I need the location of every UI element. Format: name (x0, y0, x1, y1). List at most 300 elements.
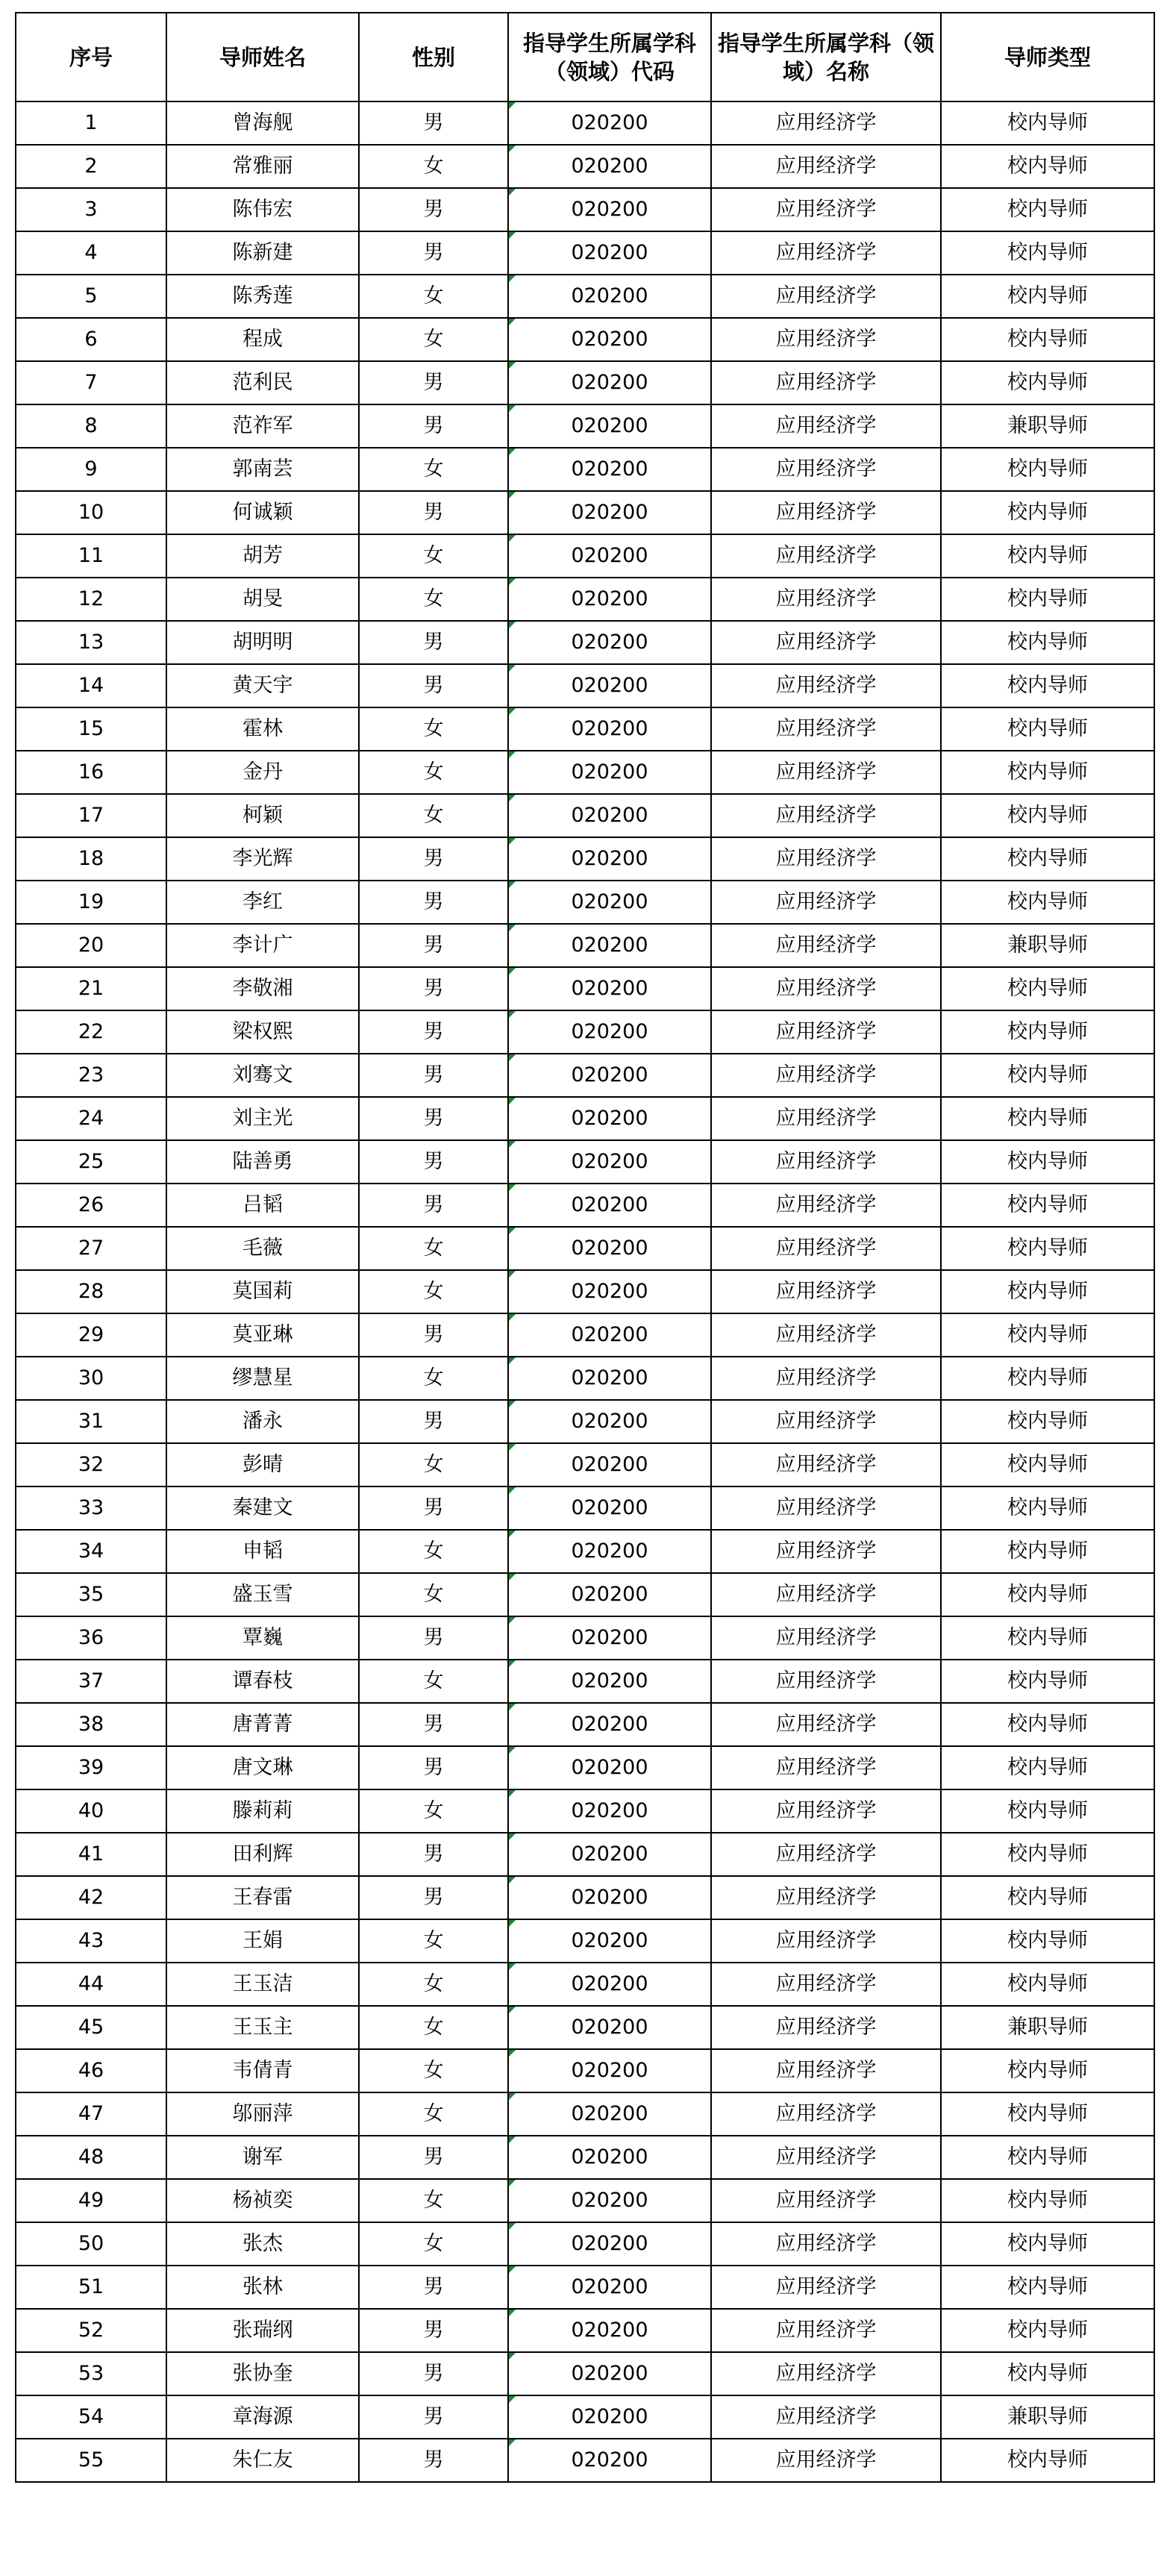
cell-discipline-name: 应用经济学 (711, 2395, 941, 2439)
cell-discipline-code: 020200 (508, 1789, 711, 1833)
cell-discipline-code: 020200 (508, 188, 711, 231)
cell-index: 18 (16, 837, 166, 881)
cell-supervisor-type: 校内导师 (941, 794, 1154, 837)
cell-discipline-name: 应用经济学 (711, 2222, 941, 2266)
cell-index: 13 (16, 621, 166, 664)
cell-supervisor-type: 校内导师 (941, 1054, 1154, 1097)
cell-discipline-code: 020200 (508, 621, 711, 664)
cell-discipline-name: 应用经济学 (711, 1054, 941, 1097)
cell-supervisor-name: 谢军 (166, 2136, 359, 2179)
table-row (16, 1703, 1154, 1746)
table-row (16, 1963, 1154, 2006)
cell-discipline-code: 020200 (508, 2439, 711, 2482)
cell-gender: 女 (359, 1270, 508, 1313)
cell-index: 22 (16, 1010, 166, 1054)
table-row (16, 1919, 1154, 1963)
cell-supervisor-type: 校内导师 (941, 1486, 1154, 1530)
table-row (16, 2049, 1154, 2092)
cell-supervisor-type: 校内导师 (941, 491, 1154, 534)
cell-discipline-name: 应用经济学 (711, 1313, 941, 1357)
cell-index: 39 (16, 1746, 166, 1789)
table-row (16, 404, 1154, 448)
cell-discipline-name: 应用经济学 (711, 664, 941, 707)
header-discipline-code: 指导学生所属学科（领域）代码 (508, 13, 711, 101)
cell-index: 48 (16, 2136, 166, 2179)
cell-supervisor-name: 张林 (166, 2266, 359, 2309)
cell-supervisor-type: 校内导师 (941, 2179, 1154, 2222)
table-row (16, 967, 1154, 1010)
cell-index: 23 (16, 1054, 166, 1097)
cell-gender: 男 (359, 2266, 508, 2309)
cell-discipline-code: 020200 (508, 448, 711, 491)
cell-gender: 男 (359, 2352, 508, 2395)
cell-discipline-code: 020200 (508, 1400, 711, 1443)
cell-index: 38 (16, 1703, 166, 1746)
cell-gender: 女 (359, 751, 508, 794)
cell-gender: 男 (359, 924, 508, 967)
table-row (16, 621, 1154, 664)
cell-gender: 女 (359, 1660, 508, 1703)
cell-gender: 女 (359, 145, 508, 188)
cell-supervisor-name: 毛薇 (166, 1227, 359, 1270)
table-row (16, 491, 1154, 534)
cell-index: 4 (16, 231, 166, 275)
cell-supervisor-type: 校内导师 (941, 1313, 1154, 1357)
cell-discipline-code: 020200 (508, 1443, 711, 1486)
cell-supervisor-type: 校内导师 (941, 1530, 1154, 1573)
table-row (16, 534, 1154, 578)
cell-index: 2 (16, 145, 166, 188)
cell-supervisor-name: 缪慧星 (166, 1357, 359, 1400)
cell-index: 51 (16, 2266, 166, 2309)
cell-gender: 男 (359, 1010, 508, 1054)
cell-discipline-code: 020200 (508, 2395, 711, 2439)
cell-index: 49 (16, 2179, 166, 2222)
cell-supervisor-name: 霍林 (166, 707, 359, 751)
table-row (16, 1097, 1154, 1140)
cell-discipline-name: 应用经济学 (711, 1400, 941, 1443)
cell-discipline-code: 020200 (508, 794, 711, 837)
table-row (16, 1313, 1154, 1357)
table-row (16, 2179, 1154, 2222)
cell-supervisor-type: 校内导师 (941, 2309, 1154, 2352)
cell-gender: 女 (359, 2006, 508, 2049)
cell-gender: 男 (359, 188, 508, 231)
table-row (16, 881, 1154, 924)
cell-supervisor-name: 田利辉 (166, 1833, 359, 1876)
cell-discipline-name: 应用经济学 (711, 2352, 941, 2395)
cell-discipline-name: 应用经济学 (711, 1573, 941, 1616)
cell-index: 10 (16, 491, 166, 534)
cell-supervisor-type: 校内导师 (941, 1876, 1154, 1919)
cell-supervisor-type: 校内导师 (941, 837, 1154, 881)
cell-discipline-code: 020200 (508, 534, 711, 578)
header-index: 序号 (16, 13, 166, 101)
cell-discipline-name: 应用经济学 (711, 231, 941, 275)
cell-supervisor-type: 校内导师 (941, 1660, 1154, 1703)
cell-discipline-name: 应用经济学 (711, 318, 941, 361)
cell-index: 52 (16, 2309, 166, 2352)
cell-index: 14 (16, 664, 166, 707)
cell-supervisor-type: 校内导师 (941, 1443, 1154, 1486)
cell-supervisor-name: 刘骞文 (166, 1054, 359, 1097)
cell-index: 24 (16, 1097, 166, 1140)
cell-discipline-code: 020200 (508, 231, 711, 275)
cell-supervisor-name: 滕莉莉 (166, 1789, 359, 1833)
cell-discipline-code: 020200 (508, 881, 711, 924)
cell-supervisor-type: 兼职导师 (941, 404, 1154, 448)
table-row (16, 1486, 1154, 1530)
cell-discipline-name: 应用经济学 (711, 707, 941, 751)
table-row (16, 707, 1154, 751)
cell-discipline-code: 020200 (508, 275, 711, 318)
cell-discipline-name: 应用经济学 (711, 2309, 941, 2352)
cell-supervisor-name: 覃巍 (166, 1616, 359, 1660)
table-row (16, 318, 1154, 361)
cell-supervisor-type: 校内导师 (941, 578, 1154, 621)
cell-gender: 男 (359, 361, 508, 404)
cell-index: 35 (16, 1573, 166, 1616)
cell-gender: 男 (359, 1054, 508, 1097)
cell-supervisor-name: 李敬湘 (166, 967, 359, 1010)
cell-supervisor-type: 校内导师 (941, 1270, 1154, 1313)
cell-discipline-name: 应用经济学 (711, 2179, 941, 2222)
cell-supervisor-type: 校内导师 (941, 1140, 1154, 1184)
cell-discipline-code: 020200 (508, 2092, 711, 2136)
cell-index: 43 (16, 1919, 166, 1963)
cell-gender: 男 (359, 2309, 508, 2352)
cell-discipline-name: 应用经济学 (711, 1443, 941, 1486)
cell-supervisor-name: 潘永 (166, 1400, 359, 1443)
cell-index: 6 (16, 318, 166, 361)
cell-index: 50 (16, 2222, 166, 2266)
table-row (16, 664, 1154, 707)
cell-index: 3 (16, 188, 166, 231)
cell-supervisor-name: 申韬 (166, 1530, 359, 1573)
cell-supervisor-name: 常雅丽 (166, 145, 359, 188)
cell-discipline-code: 020200 (508, 1313, 711, 1357)
cell-gender: 女 (359, 275, 508, 318)
cell-index: 29 (16, 1313, 166, 1357)
table-row (16, 188, 1154, 231)
cell-supervisor-type: 校内导师 (941, 145, 1154, 188)
cell-supervisor-type: 兼职导师 (941, 2006, 1154, 2049)
cell-gender: 男 (359, 881, 508, 924)
cell-supervisor-name: 胡明明 (166, 621, 359, 664)
cell-discipline-name: 应用经济学 (711, 2439, 941, 2482)
cell-discipline-code: 020200 (508, 837, 711, 881)
cell-discipline-name: 应用经济学 (711, 1963, 941, 2006)
cell-gender: 男 (359, 621, 508, 664)
cell-supervisor-name: 秦建文 (166, 1486, 359, 1530)
cell-gender: 女 (359, 1443, 508, 1486)
cell-discipline-code: 020200 (508, 1703, 711, 1746)
cell-gender: 男 (359, 967, 508, 1010)
cell-supervisor-type: 校内导师 (941, 1963, 1154, 2006)
cell-gender: 女 (359, 318, 508, 361)
cell-discipline-code: 020200 (508, 707, 711, 751)
cell-gender: 男 (359, 1746, 508, 1789)
table-row (16, 1400, 1154, 1443)
cell-discipline-name: 应用经济学 (711, 578, 941, 621)
cell-supervisor-type: 校内导师 (941, 1616, 1154, 1660)
cell-supervisor-name: 韦倩青 (166, 2049, 359, 2092)
cell-discipline-name: 应用经济学 (711, 101, 941, 145)
cell-supervisor-type: 校内导师 (941, 2352, 1154, 2395)
cell-supervisor-type: 校内导师 (941, 2136, 1154, 2179)
cell-supervisor-name: 朱仁友 (166, 2439, 359, 2482)
cell-discipline-code: 020200 (508, 967, 711, 1010)
table-row (16, 1270, 1154, 1313)
table-row (16, 837, 1154, 881)
cell-supervisor-type: 校内导师 (941, 1746, 1154, 1789)
cell-discipline-name: 应用经济学 (711, 1616, 941, 1660)
cell-gender: 女 (359, 1573, 508, 1616)
cell-discipline-code: 020200 (508, 2266, 711, 2309)
cell-gender: 女 (359, 794, 508, 837)
table-row (16, 448, 1154, 491)
cell-discipline-code: 020200 (508, 145, 711, 188)
cell-supervisor-name: 彭晴 (166, 1443, 359, 1486)
cell-index: 36 (16, 1616, 166, 1660)
cell-supervisor-name: 谭春枝 (166, 1660, 359, 1703)
cell-discipline-name: 应用经济学 (711, 188, 941, 231)
cell-discipline-code: 020200 (508, 1140, 711, 1184)
cell-discipline-name: 应用经济学 (711, 1486, 941, 1530)
cell-index: 40 (16, 1789, 166, 1833)
cell-index: 30 (16, 1357, 166, 1400)
cell-index: 1 (16, 101, 166, 145)
cell-supervisor-type: 校内导师 (941, 1097, 1154, 1140)
table-header-row (16, 13, 1154, 101)
table-row (16, 1357, 1154, 1400)
cell-gender: 女 (359, 448, 508, 491)
cell-supervisor-type: 校内导师 (941, 2439, 1154, 2482)
cell-index: 16 (16, 751, 166, 794)
cell-supervisor-name: 张协奎 (166, 2352, 359, 2395)
cell-gender: 女 (359, 2222, 508, 2266)
cell-discipline-name: 应用经济学 (711, 2049, 941, 2092)
cell-supervisor-type: 兼职导师 (941, 2395, 1154, 2439)
cell-discipline-name: 应用经济学 (711, 1184, 941, 1227)
cell-discipline-code: 020200 (508, 1097, 711, 1140)
cell-discipline-name: 应用经济学 (711, 2266, 941, 2309)
cell-gender: 女 (359, 1357, 508, 1400)
cell-supervisor-name: 莫亚琳 (166, 1313, 359, 1357)
cell-discipline-name: 应用经济学 (711, 1357, 941, 1400)
cell-gender: 女 (359, 1789, 508, 1833)
cell-discipline-name: 应用经济学 (711, 1660, 941, 1703)
cell-supervisor-name: 胡旻 (166, 578, 359, 621)
table-row (16, 101, 1154, 145)
cell-index: 46 (16, 2049, 166, 2092)
cell-supervisor-type: 校内导师 (941, 1184, 1154, 1227)
table-row (16, 1833, 1154, 1876)
table-row (16, 1184, 1154, 1227)
cell-discipline-code: 020200 (508, 1746, 711, 1789)
cell-gender: 女 (359, 578, 508, 621)
cell-discipline-name: 应用经济学 (711, 1746, 941, 1789)
cell-supervisor-name: 王玉洁 (166, 1963, 359, 2006)
supervisor-table (15, 12, 1155, 2483)
cell-discipline-name: 应用经济学 (711, 1919, 941, 1963)
header-discipline-name: 指导学生所属学科（领域）名称 (711, 13, 941, 101)
cell-discipline-code: 020200 (508, 578, 711, 621)
cell-gender: 女 (359, 2049, 508, 2092)
cell-supervisor-name: 吕韬 (166, 1184, 359, 1227)
cell-discipline-name: 应用经济学 (711, 1789, 941, 1833)
cell-index: 11 (16, 534, 166, 578)
cell-discipline-name: 应用经济学 (711, 967, 941, 1010)
cell-supervisor-name: 程成 (166, 318, 359, 361)
cell-supervisor-name: 唐文琳 (166, 1746, 359, 1789)
cell-gender: 女 (359, 1530, 508, 1573)
table-row (16, 2266, 1154, 2309)
cell-index: 9 (16, 448, 166, 491)
cell-supervisor-name: 王娟 (166, 1919, 359, 1963)
cell-supervisor-name: 何诚颖 (166, 491, 359, 534)
cell-index: 20 (16, 924, 166, 967)
cell-discipline-code: 020200 (508, 101, 711, 145)
table-row (16, 275, 1154, 318)
table-row (16, 924, 1154, 967)
table-row (16, 2352, 1154, 2395)
table-row (16, 1660, 1154, 1703)
cell-discipline-name: 应用经济学 (711, 1876, 941, 1919)
cell-index: 19 (16, 881, 166, 924)
cell-supervisor-name: 章海源 (166, 2395, 359, 2439)
cell-index: 31 (16, 1400, 166, 1443)
table-row (16, 1530, 1154, 1573)
cell-index: 41 (16, 1833, 166, 1876)
cell-supervisor-name: 梁权熙 (166, 1010, 359, 1054)
cell-discipline-name: 应用经济学 (711, 361, 941, 404)
cell-discipline-name: 应用经济学 (711, 448, 941, 491)
cell-discipline-code: 020200 (508, 924, 711, 967)
cell-discipline-code: 020200 (508, 1833, 711, 1876)
cell-discipline-code: 020200 (508, 1660, 711, 1703)
cell-supervisor-name: 盛玉雪 (166, 1573, 359, 1616)
cell-discipline-code: 020200 (508, 1270, 711, 1313)
cell-discipline-code: 020200 (508, 1530, 711, 1573)
cell-index: 33 (16, 1486, 166, 1530)
cell-index: 5 (16, 275, 166, 318)
cell-discipline-code: 020200 (508, 2136, 711, 2179)
cell-gender: 男 (359, 837, 508, 881)
table-row (16, 145, 1154, 188)
cell-supervisor-name: 杨祯奕 (166, 2179, 359, 2222)
cell-discipline-code: 020200 (508, 2352, 711, 2395)
cell-supervisor-type: 校内导师 (941, 1227, 1154, 1270)
cell-supervisor-type: 校内导师 (941, 231, 1154, 275)
cell-discipline-name: 应用经济学 (711, 491, 941, 534)
cell-discipline-code: 020200 (508, 1573, 711, 1616)
cell-discipline-name: 应用经济学 (711, 1530, 941, 1573)
cell-index: 44 (16, 1963, 166, 2006)
cell-supervisor-type: 校内导师 (941, 1789, 1154, 1833)
table-row (16, 578, 1154, 621)
cell-discipline-name: 应用经济学 (711, 2092, 941, 2136)
cell-discipline-code: 020200 (508, 664, 711, 707)
cell-index: 28 (16, 1270, 166, 1313)
cell-supervisor-name: 陈秀莲 (166, 275, 359, 318)
table-row (16, 2439, 1154, 2482)
cell-supervisor-type: 校内导师 (941, 2266, 1154, 2309)
table-row (16, 2092, 1154, 2136)
cell-index: 42 (16, 1876, 166, 1919)
cell-gender: 女 (359, 534, 508, 578)
cell-supervisor-name: 陆善勇 (166, 1140, 359, 1184)
table-row (16, 361, 1154, 404)
cell-supervisor-name: 金丹 (166, 751, 359, 794)
cell-index: 47 (16, 2092, 166, 2136)
cell-index: 8 (16, 404, 166, 448)
cell-discipline-code: 020200 (508, 404, 711, 448)
cell-index: 26 (16, 1184, 166, 1227)
cell-gender: 男 (359, 1703, 508, 1746)
cell-supervisor-name: 陈伟宏 (166, 188, 359, 231)
cell-discipline-name: 应用经济学 (711, 881, 941, 924)
header-supervisor-name: 导师姓名 (166, 13, 359, 101)
table-body (16, 101, 1154, 2482)
cell-supervisor-name: 李红 (166, 881, 359, 924)
cell-supervisor-name: 柯颖 (166, 794, 359, 837)
cell-gender: 女 (359, 1919, 508, 1963)
cell-supervisor-name: 陈新建 (166, 231, 359, 275)
cell-discipline-name: 应用经济学 (711, 924, 941, 967)
cell-gender: 男 (359, 1876, 508, 1919)
cell-supervisor-name: 李计广 (166, 924, 359, 967)
table-row (16, 2222, 1154, 2266)
cell-discipline-code: 020200 (508, 491, 711, 534)
cell-supervisor-type: 兼职导师 (941, 924, 1154, 967)
cell-supervisor-type: 校内导师 (941, 664, 1154, 707)
cell-supervisor-type: 校内导师 (941, 751, 1154, 794)
cell-discipline-name: 应用经济学 (711, 275, 941, 318)
cell-supervisor-type: 校内导师 (941, 707, 1154, 751)
cell-supervisor-name: 范祚军 (166, 404, 359, 448)
cell-gender: 女 (359, 1963, 508, 2006)
cell-index: 54 (16, 2395, 166, 2439)
cell-discipline-code: 020200 (508, 1616, 711, 1660)
cell-gender: 男 (359, 2439, 508, 2482)
header-gender: 性别 (359, 13, 508, 101)
cell-index: 12 (16, 578, 166, 621)
table-row (16, 1616, 1154, 1660)
cell-index: 45 (16, 2006, 166, 2049)
cell-discipline-code: 020200 (508, 1010, 711, 1054)
cell-index: 21 (16, 967, 166, 1010)
cell-gender: 男 (359, 231, 508, 275)
cell-supervisor-name: 莫国莉 (166, 1270, 359, 1313)
cell-discipline-name: 应用经济学 (711, 1270, 941, 1313)
cell-index: 37 (16, 1660, 166, 1703)
cell-discipline-code: 020200 (508, 2179, 711, 2222)
cell-gender: 男 (359, 1400, 508, 1443)
cell-supervisor-name: 黄天宇 (166, 664, 359, 707)
cell-supervisor-type: 校内导师 (941, 1010, 1154, 1054)
cell-gender: 男 (359, 1140, 508, 1184)
table-row (16, 1010, 1154, 1054)
cell-supervisor-type: 校内导师 (941, 1703, 1154, 1746)
cell-supervisor-name: 郭南芸 (166, 448, 359, 491)
cell-supervisor-type: 校内导师 (941, 318, 1154, 361)
cell-discipline-code: 020200 (508, 1054, 711, 1097)
cell-discipline-name: 应用经济学 (711, 145, 941, 188)
cell-index: 34 (16, 1530, 166, 1573)
cell-discipline-name: 应用经济学 (711, 1703, 941, 1746)
cell-index: 32 (16, 1443, 166, 1486)
